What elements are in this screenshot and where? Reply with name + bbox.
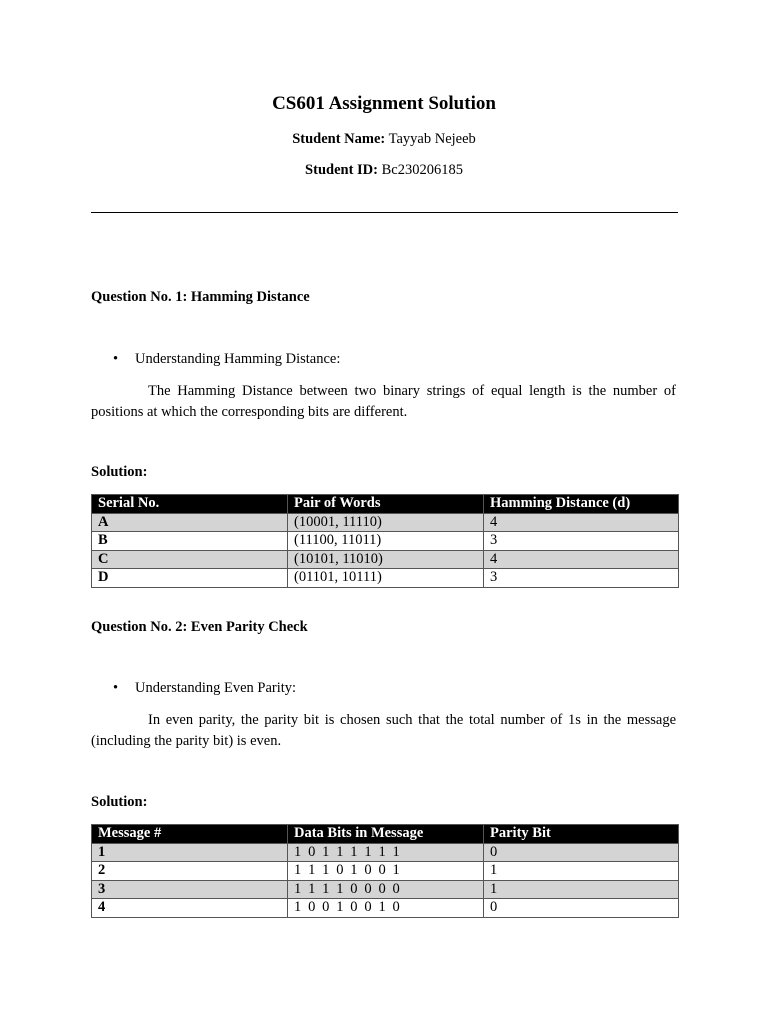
table-cell: 1 [484,862,679,881]
table-cell: 1 1 1 0 1 0 0 1 [288,862,484,881]
question-2-bullet-text: Understanding Even Parity: [135,680,297,696]
table-cell: 1 0 0 1 0 0 1 0 [288,899,484,918]
bullet-icon: • [113,680,119,696]
table-row [92,569,679,588]
column-header: Data Bits in Message [288,825,484,844]
table-header-row [92,825,679,844]
table-row [92,880,679,899]
table-cell: B [92,532,288,551]
student-name-value: Tayyab Nejeeb [388,131,476,147]
question-2-solution-label: Solution: [91,794,148,810]
student-id-line [0,162,768,179]
table-cell: D [92,569,288,588]
question-1-bullet [113,351,340,368]
table-cell: 0 [484,843,679,862]
table-cell: C [92,550,288,569]
question-2-paragraph-text: In even parity, the parity bit is chosen such that the total number of 1s in the message (including the parity bit) is even. [91,712,676,749]
question-1-paragraph [91,381,676,422]
column-header: Message # [92,825,288,844]
table-row [92,843,679,862]
question-2-heading: Question No. 2: Even Parity Check [91,619,308,635]
column-header: Parity Bit [484,825,679,844]
table-cell: 3 [92,880,288,899]
question-1-bullet-text: Understanding Hamming Distance: [135,351,341,367]
table-cell: (01101, 10111) [288,569,484,588]
table-cell: 4 [484,550,679,569]
question-1-paragraph-text: The Hamming Distance between two binary strings of equal length is the number of positions at which the corresponding bits are different. [91,383,676,420]
table-row [92,513,679,532]
column-header: Pair of Words [288,495,484,514]
hamming-distance-table [91,494,679,588]
question-2-paragraph [91,710,676,751]
table-cell: 1 [92,843,288,862]
table-row [92,532,679,551]
table-cell: 3 [484,569,679,588]
table-cell: 4 [484,513,679,532]
horizontal-divider [91,212,678,213]
student-id-value: Bc230206185 [381,162,463,178]
column-header: Hamming Distance (d) [484,495,679,514]
question-1-solution-label: Solution: [91,464,148,480]
student-name-label: Student Name: [292,131,386,147]
table-cell: 1 1 1 1 0 0 0 0 [288,880,484,899]
column-header: Serial No. [92,495,288,514]
table-cell: (10001, 11110) [288,513,484,532]
table-row [92,550,679,569]
table-cell: 1 [484,880,679,899]
bullet-icon: • [113,351,119,367]
table-header-row [92,495,679,514]
student-id-label: Student ID: [305,162,378,178]
question-2-bullet [113,680,296,697]
table-row [92,862,679,881]
document-title: CS601 Assignment Solution [272,93,496,114]
table-cell: 3 [484,532,679,551]
table-cell: 2 [92,862,288,881]
table-cell: 1 0 1 1 1 1 1 1 [288,843,484,862]
table-cell: 4 [92,899,288,918]
table-row [92,899,679,918]
table-cell: (10101, 11010) [288,550,484,569]
table-cell: (11100, 11011) [288,532,484,551]
question-1-heading: Question No. 1: Hamming Distance [91,289,310,305]
table-cell: A [92,513,288,532]
table-cell: 0 [484,899,679,918]
even-parity-table [91,824,679,918]
student-name-line [0,131,768,148]
